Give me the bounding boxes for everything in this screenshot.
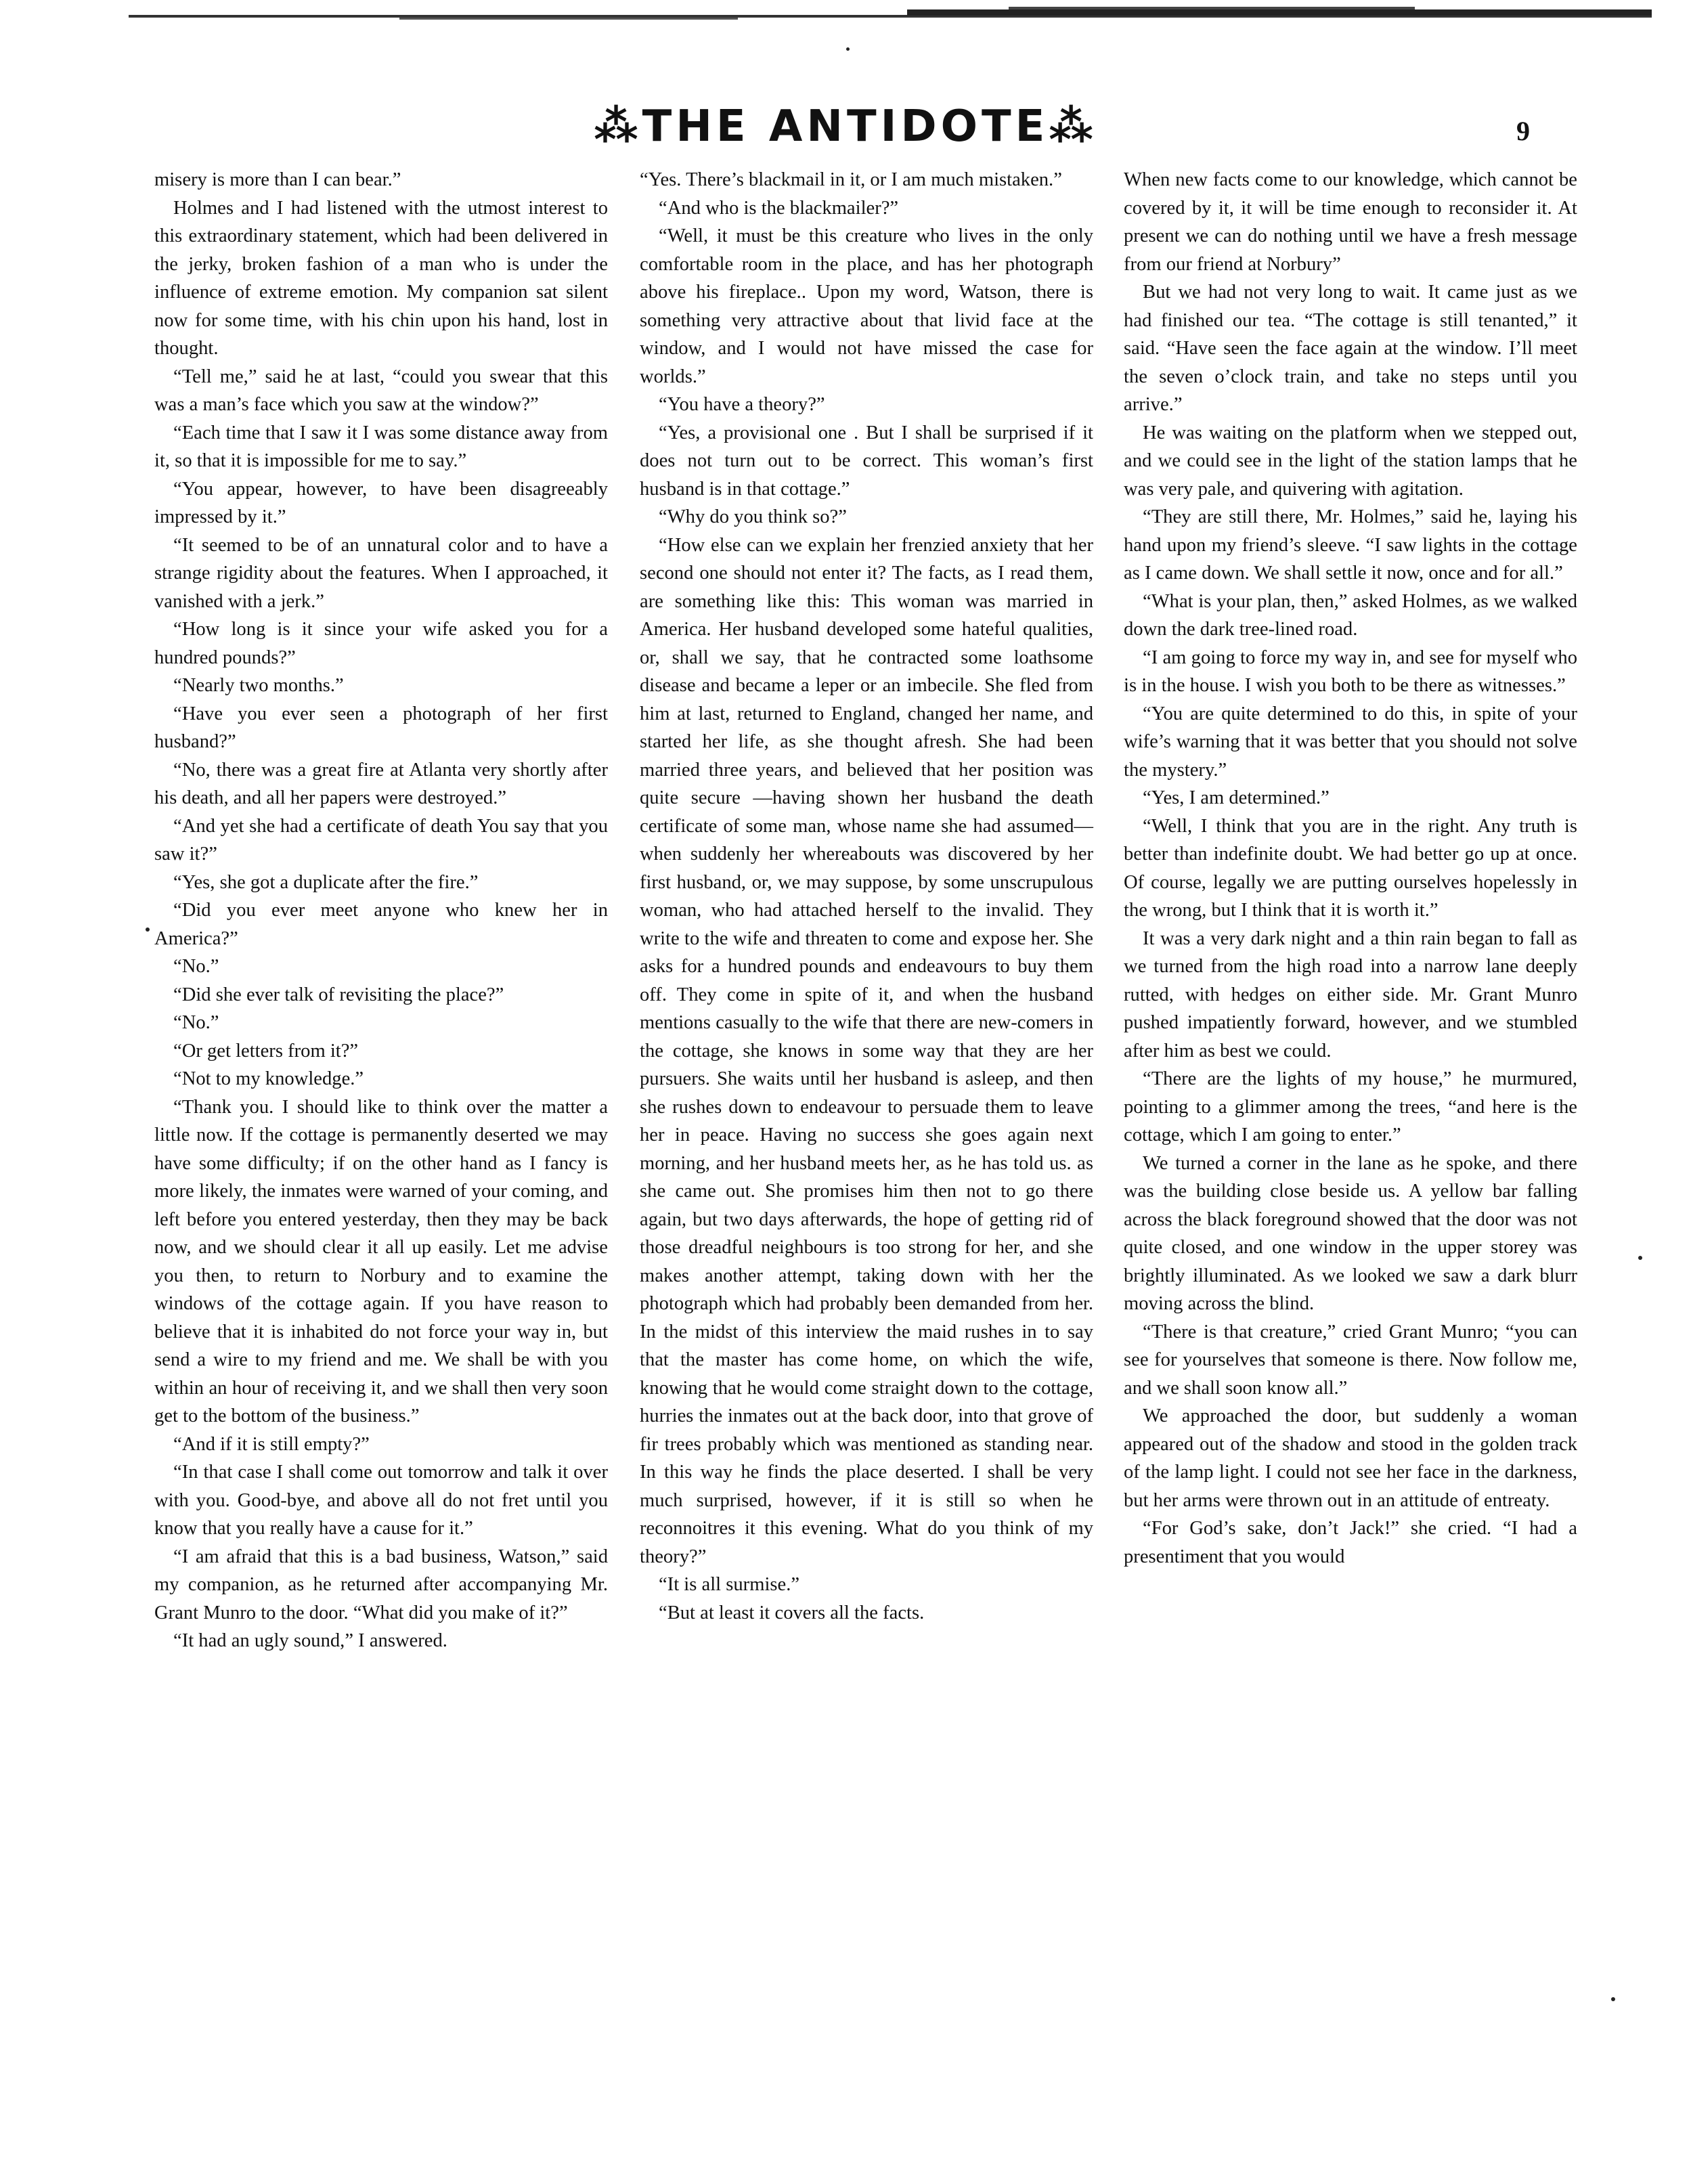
paragraph: It was a very dark night and a thin rain began to fall as we turned from the high road into a narrow lane deeply rutted, with hedges on either side. Mr. Grant Munro pushed impatiently forward, however, and we stumbled after him as best we could.	[1124, 927, 1577, 1062]
text-column-3	[1124, 166, 1577, 1571]
paragraph: But we had not very long to wait. It came just as we had finished our tea. “The cottage is still tenanted,” it said. “Have seen the face again at the window. I’ll meet the seven o’clock train, and take no steps until you arrive.”	[1124, 282, 1577, 415]
paragraph: “Not to my knowledge.”	[173, 1068, 364, 1089]
paragraph: misery is more than I can bear.”	[154, 169, 401, 190]
paragraph: “They are still there, Mr. Holmes,” said he, laying his hand upon my friend’s sleeve. “I saw lights in the cottage as I came down. We shall settle it now, once and for all.”	[1124, 506, 1577, 584]
paragraph: “No.”	[173, 1012, 219, 1033]
paragraph: “Yes, she got a duplicate after the fire.”	[173, 871, 479, 893]
paragraph: “Yes, I am determined.”	[1143, 787, 1330, 808]
paragraph: “I am afraid that this is a bad business, Watson,” said my companion, as he returned after accompanying Mr. Grant Munro to the door. “What did you make of it?”	[154, 1546, 608, 1623]
paragraph: “In that case I shall come out tomorrow and talk it over with you. Good-bye, and above all do not fret until you know that you really have a cause for it.”	[154, 1462, 608, 1539]
paragraph: “What is your plan, then,” asked Holmes, as we walked down the dark tree-lined road.	[1124, 590, 1577, 640]
paragraph: “It seemed to be of an unnatural color and to have a strange rigidity about the features. When I approached, it vanished with a jerk.”	[154, 534, 608, 612]
paragraph: “There are the lights of my house,” he murmured, pointing to a glimmer among the trees, “and here is the cottage, which I am going to enter.”	[1124, 1068, 1577, 1145]
paragraph: “And who is the blackmailer?”	[659, 197, 899, 219]
masthead	[0, 102, 1691, 152]
page-number: 9	[1516, 116, 1530, 146]
paragraph: “How long is it since your wife asked you for a hundred pounds?”	[154, 619, 608, 668]
paragraph: “For God’s sake, don’t Jack!” she cried. “I had a presentiment that you would	[1124, 1518, 1577, 1567]
paragraph: “It had an ugly sound,” I answered.	[173, 1630, 447, 1651]
paragraph: When new facts come to our knowledge, which cannot be covered by it, it will be time enough to reconsider it. At present we can do nothing until we have a fresh message from our friend at Norbury”	[1124, 169, 1577, 275]
paragraph: “It is all surmise.”	[659, 1574, 800, 1595]
paragraph: “Nearly two months.”	[173, 675, 344, 696]
paragraph: “Well, I think that you are in the right. Any truth is better than indefinite doubt. We had better go up at once. Of course, legally we are putting ourselves hopelessly in the wrong, but I think that it is worth it.”	[1124, 815, 1577, 921]
paragraph: “And yet she had a certificate of death You say that you saw it?”	[154, 815, 608, 865]
paragraph: “You appear, however, to have been disagreeably impressed by it.”	[154, 478, 608, 527]
paragraph: “Well, it must be this creature who lives in the only comfortable room in the place, and has her photograph above his fireplace.. Upon my word, Watson, there is something very attractive about that livid face at the window, and I would not have missed the case for worlds.”	[640, 225, 1093, 387]
paragraph: “Each time that I saw it I was some distance away from it, so that it is impossible for me to say.”	[154, 422, 608, 471]
paragraph: We approached the door, but suddenly a woman appeared out of the shadow and stood in the golden track of the lamp light. I could not see her face in the darkness, but her arms were thrown out in an attitude of entreaty.	[1124, 1405, 1577, 1511]
print-speck	[1611, 1997, 1615, 2001]
print-speck	[146, 927, 150, 932]
paragraph: “Have you ever seen a photograph of her first husband?”	[154, 703, 608, 752]
paragraph: “Yes. There’s blackmail in it, or I am much mistaken.”	[640, 169, 1062, 190]
print-speck	[846, 47, 850, 51]
paragraph: Holmes and I had listened with the utmost interest to this extraordinary statement, which had been delivered in the jerky, broken fashion of a man who is under the influence of extreme emotion. My companion sat silent now for some time, with his chin upon his hand, lost in thought.	[154, 197, 608, 359]
text-column-2	[640, 166, 1093, 1627]
print-speck	[1638, 1256, 1642, 1260]
paragraph: “Did she ever talk of revisiting the place?”	[173, 984, 504, 1005]
paragraph: “Tell me,” said he at last, “could you swear that this was a man’s face which you saw at the window?”	[154, 366, 608, 415]
paragraph: “But at least it covers all the facts.	[659, 1602, 925, 1623]
paragraph: We turned a corner in the lane as he spoke, and there was the building close beside us. A yellow bar falling across the black foreground showed that the door was not quite closed, and one window in the upper storey was brightly illuminated. As we looked we saw a dark blurr moving across the blind.	[1124, 1152, 1577, 1314]
masthead-title: ⁂THE ANTIDOTE⁂	[594, 102, 1097, 152]
paragraph: He was waiting on the platform when we stepped out, and we could see in the light of the station lamps that he was very pale, and quivering with agitation.	[1124, 422, 1577, 500]
paragraph: “You have a theory?”	[659, 394, 825, 415]
paragraph: “How else can we explain her frenzied anxiety that her second one should not enter it? The facts, as I read them, are something like this: This woman was married in America. Her husband developed some hateful qualities, or, shall we say, that he contracted some loathsome disease and became a leper or an imbecile. She fled from him at last, returned to England, changed her name, and started her life, as she thought afresh. She had been married three years, and believed that her position was quite secure —having shown her husband the death certificate of some man, whose name she had assumed—when suddenly her whereabouts was discovered by her first husband, or, we may suppose, by some unscrupulous woman, who had attached herself to the invalid. They write to the wife and threaten to come and expose her. She asks for a hundred pounds and endeavours to buy them off. They come in spite of it, and when the husband mentions casually to the wife that there are new-comers in the cottage, she knows in some way that they are her pursuers. She waits until her husband is asleep, and then she rushes down to endeavour to persuade them to leave her in peace. Having no success she goes again next morning, and her husband meets her, as he has told us. as she came out. She promises him then not to go there again, but two days afterwards, the hope of getting rid of those dreadful neighbours is too strong for her, and she makes another attempt, taking down with her the photograph which had probably been demanded from her. In the midst of this interview the maid rushes in to say that the master has come home, on which the wife, knowing that he would come straight down to the cottage, hurries the inmates out at the back door, into that grove of fir trees probably which was mentioned as standing near. In this way he finds the place deserted. I shall be very much surprised, however, if it is still so when he reconnoitres it this evening. What do you think of my theory?”	[640, 534, 1093, 1567]
paragraph: “Why do you think so?”	[659, 506, 847, 527]
paragraph: “Yes, a provisional one . But I shall be surprised if it does not turn out to be correct. This woman’s first husband is in that cottage.”	[640, 422, 1093, 500]
top-rule	[129, 5, 1652, 26]
text-column-1	[154, 166, 608, 1655]
paragraph: “There is that creature,” cried Grant Munro; “you can see for yourselves that someone is there. Now follow me, and we shall soon know all.”	[1124, 1321, 1577, 1399]
paragraph: “No.”	[173, 956, 219, 977]
paragraph: “Thank you. I should like to think over the matter a little now. If the cottage is permanently deserted we may have some difficulty; if on the other hand as I fancy is more likely, the inmates were warned of your coming, and left before you entered yesterday, then they may be back now, and we should clear it all up easily. Let me advise you then, to return to Norbury and to examine the windows of the cottage again. If you have reason to believe that it is inhabited do not force your way in, but send a wire to my friend and me. We shall be with you within an hour of receiving it, and we shall then very soon get to the bottom of the business.”	[154, 1096, 608, 1426]
paragraph: “You are quite determined to do this, in spite of your wife’s warning that it was better that you should not solve the mystery.”	[1124, 703, 1577, 781]
paragraph: “Did you ever meet anyone who knew her in America?”	[154, 900, 608, 949]
paragraph: “I am going to force my way in, and see for myself who is in the house. I wish you both to be there as witnesses.”	[1124, 647, 1577, 696]
paragraph: “No, there was a great fire at Atlanta very shortly after his death, and all her papers were destroyed.”	[154, 759, 608, 808]
paragraph: “And if it is still empty?”	[173, 1433, 370, 1455]
paragraph: “Or get letters from it?”	[173, 1040, 359, 1062]
